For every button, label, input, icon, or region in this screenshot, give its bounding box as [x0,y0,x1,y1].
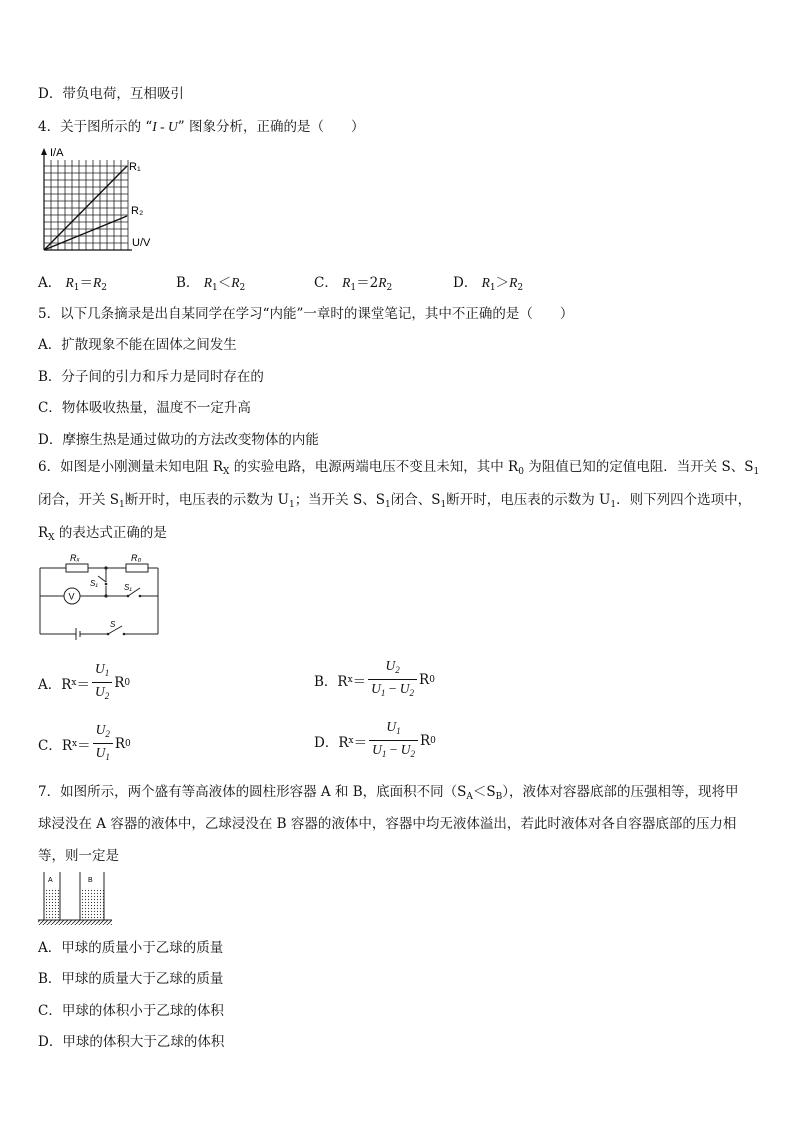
q4-option-c[interactable]: C． $R_1=2R_2$ [314,275,393,293]
q6-option-a[interactable]: A．R x ＝ $\frac{U_1}{U_2}$ R 0 [38,661,131,701]
q5-stem: 5．以下几条摘录是出自某同学在学习“内能”一章时的课堂笔记，其中不正确的是（ ） [38,306,574,322]
q6-option-d[interactable]: D．R x ＝ $\frac{U_1}{U_1 - U_2}$ R 0 [314,719,436,759]
q6-stem: 6．如图是小刚测量未知电阻 $R_X$ 的实验电路，电源两端电压不变且未知，其中 $R_0$ 为阻值已知的定值电阻．当开关 S、$S_1$ 闭合，开关 $S_1$断开时，电压表的示数为 $U_1$；当开关 S、$S_1$闭合、$S_1$断开时，电压表的示数为 $U_1$．则下列四个选项中，$R_X$ 的表达式正确的是 [38,459,760,543]
q3-option-d: D．带负电荷，互相吸引 [38,86,184,102]
q6-circuit-diagram [36,550,164,640]
liquid-b [80,888,104,920]
rx-label: Rₓ [70,553,80,563]
r2-line [44,216,127,250]
liquid-a [44,888,60,920]
q4-iu-graph [34,144,164,256]
rx-resistor [66,564,88,572]
r0-label: R₀ [131,553,142,563]
voltmeter-label: V [68,591,75,602]
q6-option-b[interactable]: B．R x ＝ $\frac{U_2}{U_1 - U_2}$ R 0 [314,658,435,698]
q7-containers-figure [36,868,116,928]
q4-option-b[interactable]: B． $R_1<R_2$ [176,275,246,293]
q4-option-a[interactable]: A． $R_1=R_2$ [38,275,108,293]
q5-option-a[interactable]: A．扩散现象不能在固体之间发生 [38,337,237,353]
q7-stem-line-1: 7．如图所示，两个盛有等高液体的圆柱形容器 A 和 B，底面积不同$(S_A<S_B)$，液体对容器底部的压强相等，现将甲 [38,784,739,802]
q7-stem-line-2: 球浸没在 A 容器的液体中，乙球浸没在 B 容器的液体中，容器中均无液体溢出，若此时液体对各自容器底部的压力相 [38,816,737,832]
q6-option-c[interactable]: C．R x ＝ $\frac{U_2}{U_1}$ R 0 [38,722,131,762]
ground-hatch [38,920,112,925]
r2-label: R₂ [131,205,144,217]
q7-option-c[interactable]: C．甲球的体积小于乙球的体积 [38,1003,224,1019]
s1-label-right: S₁ [124,583,132,592]
r1-label: R₁ [129,161,141,173]
q5-option-d[interactable]: D．摩擦生热是通过做功的方法改变物体的内能 [38,432,319,448]
r0-resistor [126,564,148,572]
label-a: A [48,877,53,884]
q4-option-d[interactable]: D． $R_1>R_2$ [453,275,524,293]
s-label: S [110,620,116,629]
s1-label-upper: S₁ [90,579,98,588]
label-b: B [88,877,93,884]
q7-stem-line-3: 等，则一定是 [38,848,119,864]
q5-option-b[interactable]: B．分子间的引力和斥力是同时存在的 [38,369,264,385]
y-axis-label: I/A [50,147,64,159]
q4-stem: 4．关于图所示的 “I - U” 图象分析，正确的是（ ） [38,119,365,135]
switch-s1-upper [98,576,106,582]
q7-option-b[interactable]: B．甲球的质量大于乙球的质量 [38,971,224,987]
q7-option-d[interactable]: D．甲球的体积大于乙球的体积 [38,1034,225,1050]
q7-option-a[interactable]: A．甲球的质量小于乙球的质量 [38,940,224,956]
x-axis-label: U/V [132,237,151,249]
q5-option-c[interactable]: C．物体吸收热量，温度不一定升高 [38,400,251,416]
